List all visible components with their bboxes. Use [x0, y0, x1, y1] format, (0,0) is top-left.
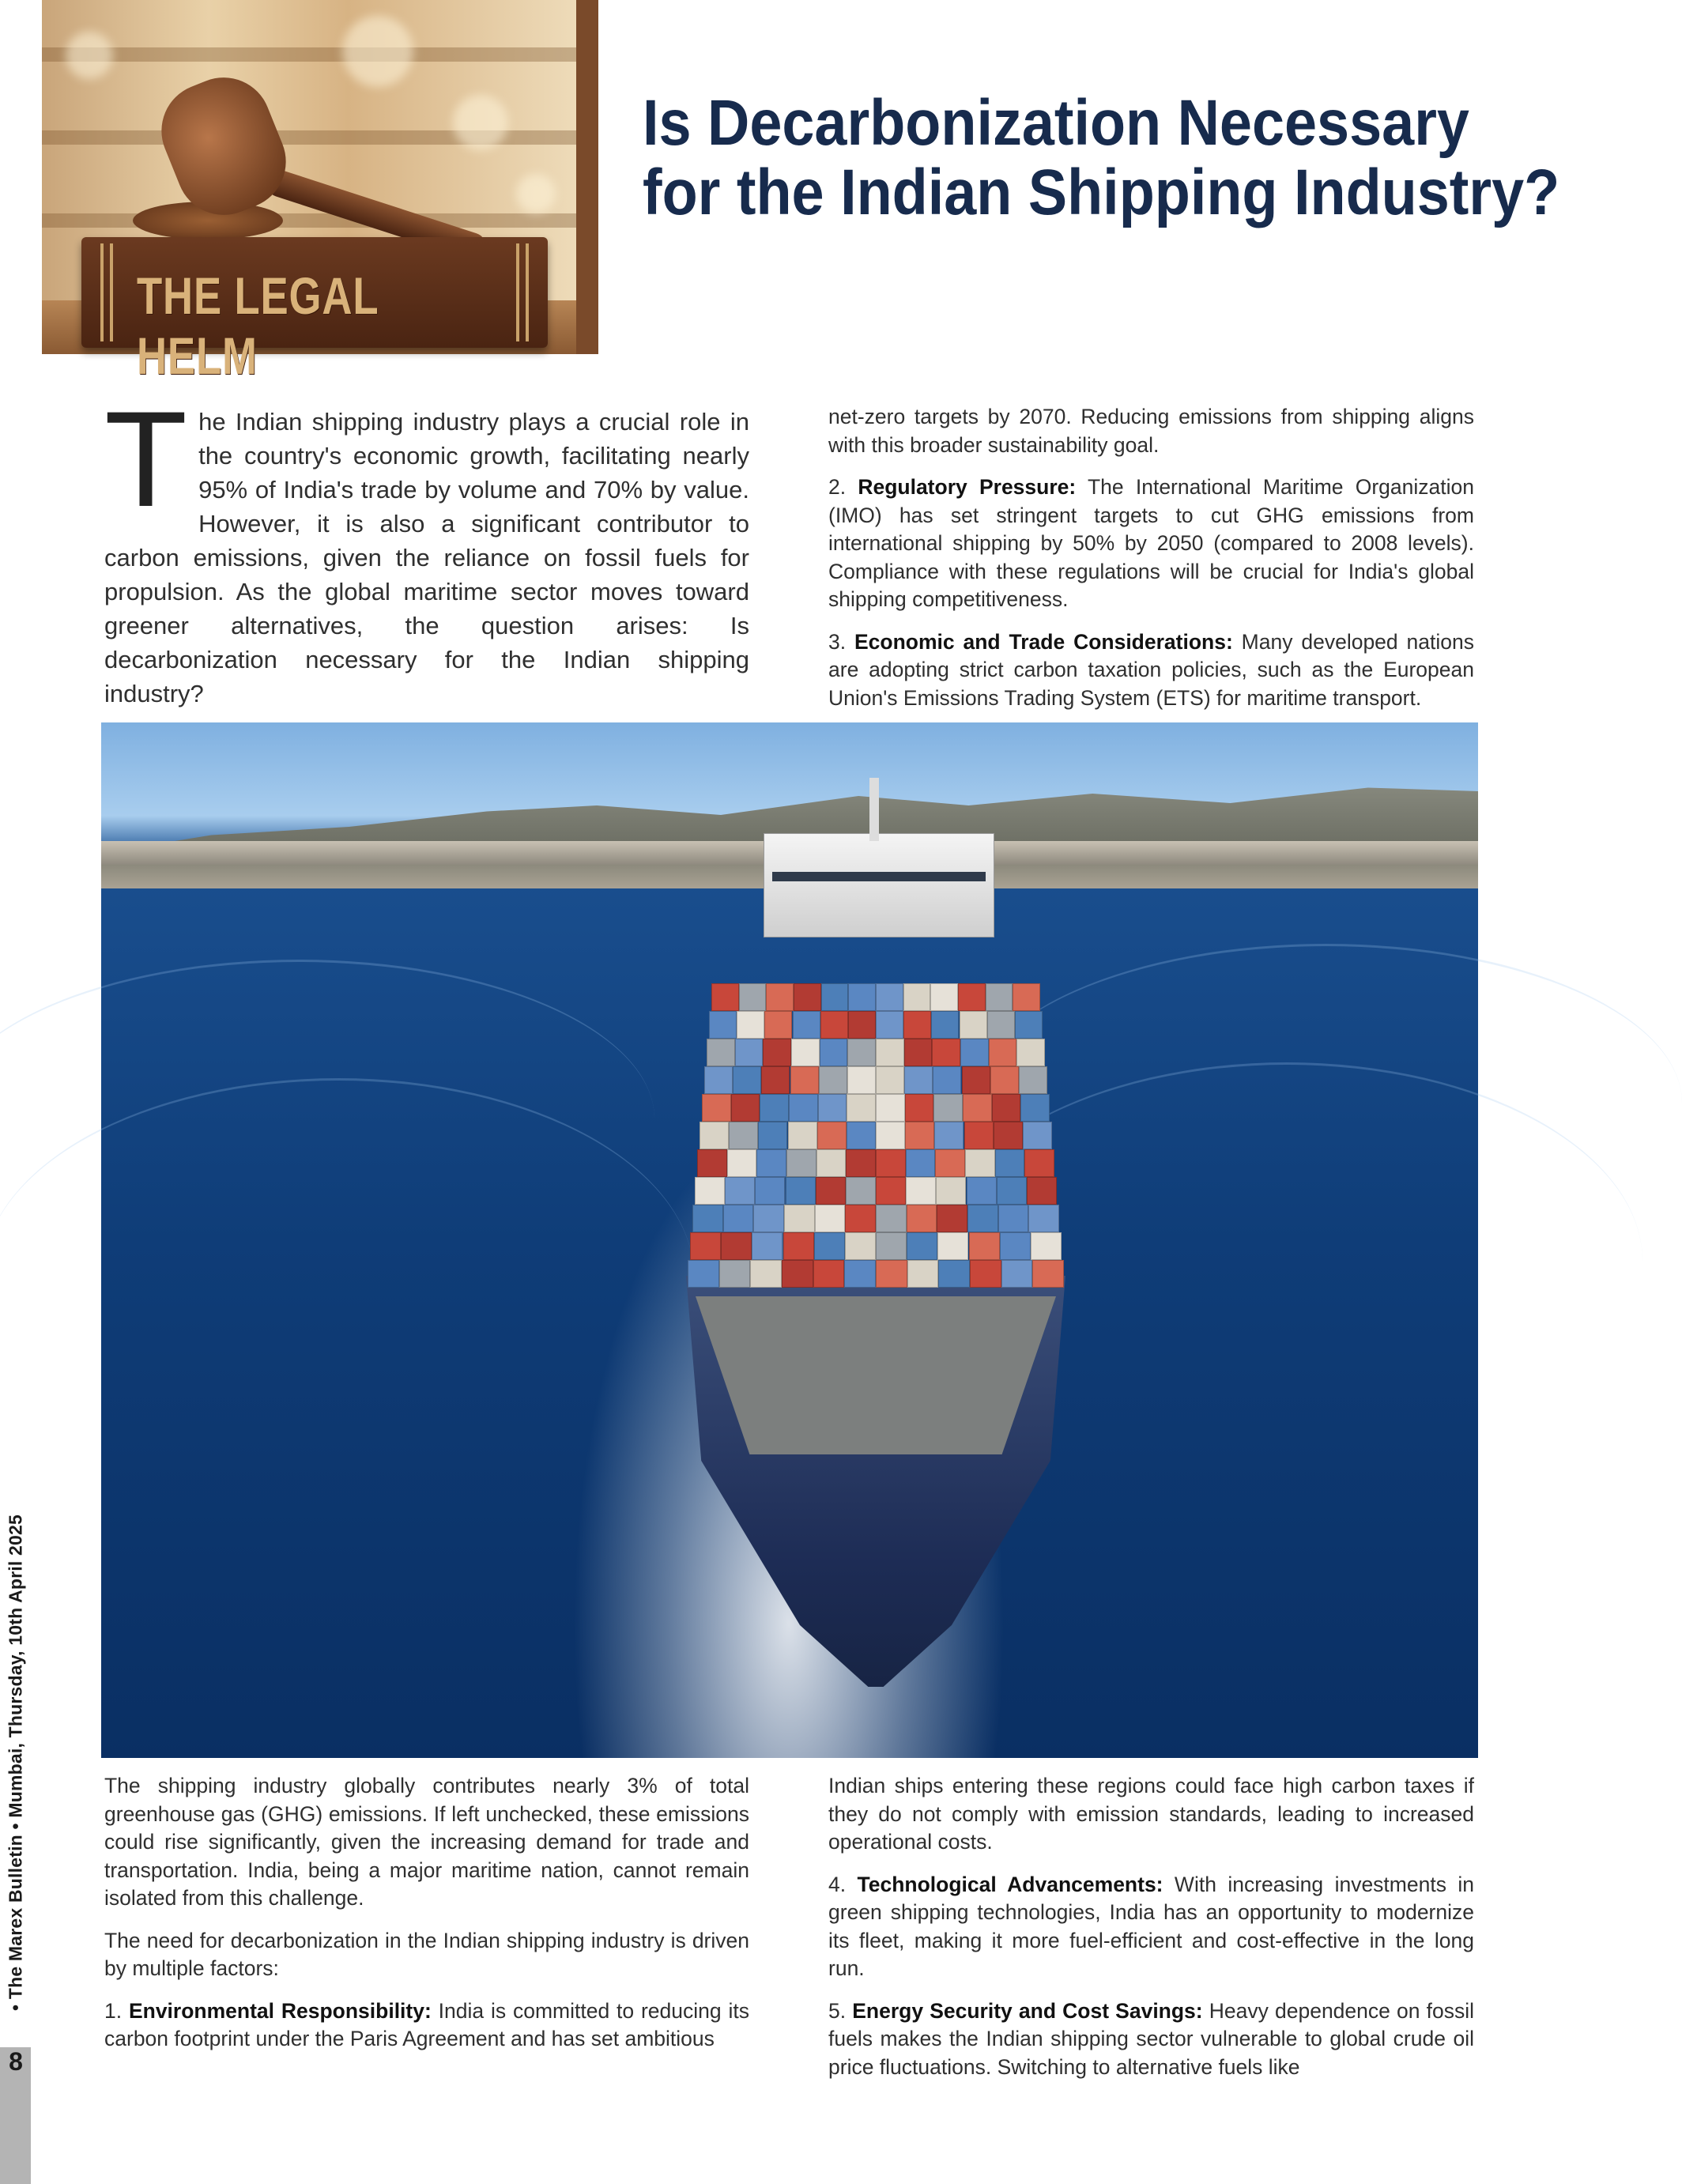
container-box — [876, 1205, 907, 1232]
container-box — [1001, 1260, 1033, 1288]
container-box — [903, 983, 931, 1011]
container-box — [692, 1205, 723, 1232]
paragraph-environmental-responsibility: 1. Environmental Responsibility: India is committed to reducing its carbon footprint under the Paris Agreement and has set ambitious — [104, 1998, 749, 2050]
container-box — [987, 1011, 1015, 1039]
container-box — [845, 1205, 876, 1232]
container-ship-photo — [101, 722, 1478, 1758]
paragraph-heading: Economic and Trade Considerations: — [854, 629, 1233, 654]
paragraph-regulatory-pressure: 2. Regulatory Pressure: The International Maritime Organization (IMO) has set stringent targets to cut GHG emissions from international shipping by 50% by 2050 (compared to 2008 levels). Compliance with these regulations will be crucial for India's global shipping competitiveness. — [828, 475, 1474, 611]
container-box — [820, 1011, 848, 1039]
container-box — [876, 1094, 905, 1122]
container-box — [965, 1149, 995, 1177]
container-box — [970, 1260, 1001, 1288]
article-title — [643, 87, 1560, 228]
drop-cap: T — [104, 383, 188, 535]
container-box — [737, 1011, 764, 1039]
container-box — [933, 1066, 961, 1094]
container-box — [904, 1039, 933, 1066]
container-box — [1028, 1205, 1059, 1232]
container-box — [997, 1177, 1027, 1205]
container-box — [817, 1122, 847, 1149]
container-box — [905, 1122, 934, 1149]
container-box — [704, 1066, 733, 1094]
container-box — [994, 1122, 1023, 1149]
container-box — [932, 1039, 960, 1066]
container-box — [933, 1094, 963, 1122]
container-box — [755, 1177, 785, 1205]
container-box — [845, 1232, 876, 1260]
container-box — [1023, 1122, 1052, 1149]
container-box — [731, 1094, 760, 1122]
running-head — [0, 1486, 31, 2039]
container-box — [995, 1149, 1025, 1177]
container-box — [816, 1149, 847, 1177]
container-box — [700, 1122, 729, 1149]
running-head-text: • The Marex Bulletin • Mumbai, Thursday, 10th April 2025 — [5, 1514, 25, 2011]
container-box — [750, 1260, 782, 1288]
container-box — [876, 1260, 907, 1288]
container-box — [719, 1260, 751, 1288]
container-box — [906, 1177, 936, 1205]
container-box — [1027, 1177, 1057, 1205]
container-box — [723, 1205, 754, 1232]
container-box — [697, 1149, 727, 1177]
container-box — [907, 1205, 937, 1232]
container-box — [960, 1011, 987, 1039]
container-box — [707, 1039, 735, 1066]
container-box — [992, 1094, 1021, 1122]
container-box — [702, 1094, 731, 1122]
container-box — [876, 1232, 907, 1260]
header-illustration-gavel-book — [42, 0, 598, 385]
container-box — [758, 1122, 787, 1149]
container-box — [964, 1122, 994, 1149]
container-box — [848, 983, 876, 1011]
container-box — [989, 1039, 1017, 1066]
paragraph-heading: Energy Security and Cost Savings: — [852, 1998, 1203, 2023]
container-box — [958, 983, 986, 1011]
paragraph-heading: Environmental Responsibility: — [128, 1998, 432, 2023]
container-box — [786, 1177, 816, 1205]
container-box — [934, 1122, 964, 1149]
container-box — [784, 1205, 815, 1232]
container-box — [814, 1232, 845, 1260]
container-box — [876, 1039, 904, 1066]
container-box — [963, 1094, 992, 1122]
paragraph: The shipping industry globally contributes nearly 3% of total greenhouse gas (GHG) emissions. If left unchecked, these emissions could rise significantly, given the increasing demand for trade and transportation. India, being a major maritime nation, cannot remain isolated from this challenge. — [104, 1774, 749, 1910]
intro-paragraph — [104, 383, 749, 711]
container-box — [848, 1011, 876, 1039]
column-bottom-left — [104, 1772, 749, 2068]
container-box — [935, 1149, 965, 1177]
container-box — [990, 1066, 1019, 1094]
container-box — [1013, 983, 1040, 1011]
container-box — [725, 1177, 755, 1205]
container-box — [820, 1039, 848, 1066]
container-box — [819, 1066, 847, 1094]
container-box — [727, 1149, 757, 1177]
container-box — [789, 1094, 818, 1122]
container-box — [847, 1122, 876, 1149]
container-box — [876, 1011, 903, 1039]
container-box — [764, 1011, 792, 1039]
paragraph-energy-security: 5. Energy Security and Cost Savings: Heavy dependence on fossil fuels makes the Indian shipping sector vulnerable to global crude oil price fluctuations. Switching to alternative fuels like — [828, 1998, 1474, 2079]
container-box — [813, 1260, 845, 1288]
container-box — [793, 1011, 820, 1039]
container-box — [721, 1232, 752, 1260]
container-box — [967, 1205, 998, 1232]
container-box — [906, 1149, 936, 1177]
container-box — [763, 1039, 791, 1066]
container-box — [783, 1232, 814, 1260]
container-box — [1024, 1149, 1054, 1177]
container-box — [1020, 1094, 1050, 1122]
intro-text: he Indian shipping industry plays a crucial role in the country's economic growth, facilitating nearly 95% of India's trade by volume and 70% by value. However, it is also a significant contributor to carbon emissions, given the reliance on fossil fuels for propulsion. As the global maritime sector moves toward greener alternatives, the question arises: Is decarbonization necessary for the Indian shipping industry? — [104, 408, 749, 707]
container-box — [1000, 1232, 1031, 1260]
container-box — [998, 1205, 1029, 1232]
container-box — [752, 1232, 783, 1260]
container-box — [876, 1177, 906, 1205]
container-box — [907, 1232, 937, 1260]
container-box — [876, 1066, 904, 1094]
container-box — [904, 1066, 933, 1094]
container-box — [936, 1177, 966, 1205]
container-box — [876, 1122, 905, 1149]
column-label: THE LEGAL HELM — [137, 266, 379, 385]
container-box — [846, 1177, 876, 1205]
ship-bridge-icon — [764, 833, 994, 937]
paragraph-technological-advancements: 4. Technological Advancements: With increasing investments in green shipping technologies, India has an opportunity to modernize its fleet, making it more fuel-efficient and cost-effective in the long run. — [828, 1872, 1474, 1980]
container-box — [816, 1177, 846, 1205]
container-box — [761, 1066, 790, 1094]
container-box — [760, 1094, 789, 1122]
container-box — [844, 1260, 876, 1288]
container-box — [938, 1260, 970, 1288]
container-box — [876, 983, 903, 1011]
container-box — [688, 1260, 719, 1288]
paragraph-economic-trade: 3. Economic and Trade Considerations: Many developed nations are adopting strict carbon taxation policies, such as the European Union's Emissions Trading System (ETS) for maritime transport. — [828, 629, 1474, 710]
container-box — [733, 1066, 761, 1094]
container-box — [709, 1011, 737, 1039]
container-box — [766, 983, 794, 1011]
container-box — [818, 1094, 847, 1122]
container-box — [931, 1011, 959, 1039]
container-box — [794, 983, 821, 1011]
container-box — [876, 1149, 906, 1177]
container-box — [1015, 1011, 1043, 1039]
container-box — [1032, 1260, 1064, 1288]
containers-icon — [688, 983, 1064, 1292]
container-box — [967, 1177, 997, 1205]
container-box — [847, 1039, 876, 1066]
law-book-icon — [81, 237, 548, 385]
container-box — [791, 1039, 820, 1066]
container-box — [1016, 1039, 1045, 1066]
column-top-right — [828, 403, 1474, 726]
container-box — [729, 1122, 758, 1149]
container-box — [756, 1149, 786, 1177]
column-bottom-right — [828, 1772, 1474, 2095]
container-box — [735, 1039, 764, 1066]
container-box — [937, 1232, 968, 1260]
container-box — [846, 1149, 876, 1177]
container-box — [969, 1232, 1000, 1260]
container-box — [815, 1205, 846, 1232]
container-box — [690, 1232, 721, 1260]
container-box — [962, 1066, 990, 1094]
article-title-line1: Is Decarbonization Necessary — [643, 87, 1469, 159]
container-box — [937, 1205, 967, 1232]
container-box — [930, 983, 958, 1011]
container-box — [790, 1066, 819, 1094]
container-box — [695, 1177, 725, 1205]
container-box — [905, 1094, 934, 1122]
container-box — [1031, 1232, 1062, 1260]
container-box — [907, 1260, 939, 1288]
paragraph: net-zero targets by 2070. Reducing emissions from shipping aligns with this broader sustainability goal. — [828, 405, 1474, 457]
container-box — [986, 983, 1013, 1011]
container-box — [903, 1011, 931, 1039]
paragraph-heading: Technological Advancements: — [857, 1872, 1163, 1896]
page-number: 8 — [9, 2047, 23, 2076]
container-box — [786, 1149, 816, 1177]
container-box — [847, 1094, 876, 1122]
container-box — [711, 983, 739, 1011]
container-box — [960, 1039, 989, 1066]
container-box — [1019, 1066, 1047, 1094]
container-box — [821, 983, 849, 1011]
paragraph: Indian ships entering these regions could face high carbon taxes if they do not comply with emission standards, leading to increased operational costs. — [828, 1774, 1474, 1854]
container-box — [782, 1260, 813, 1288]
container-box — [847, 1066, 876, 1094]
container-box — [788, 1122, 817, 1149]
container-box — [753, 1205, 784, 1232]
container-box — [739, 983, 767, 1011]
article-title-line2: for the Indian Shipping Industry? — [643, 157, 1560, 228]
paragraph-heading: Regulatory Pressure: — [858, 475, 1077, 499]
paragraph: The need for decarbonization in the Indian shipping industry is driven by multiple factors: — [104, 1928, 749, 1980]
